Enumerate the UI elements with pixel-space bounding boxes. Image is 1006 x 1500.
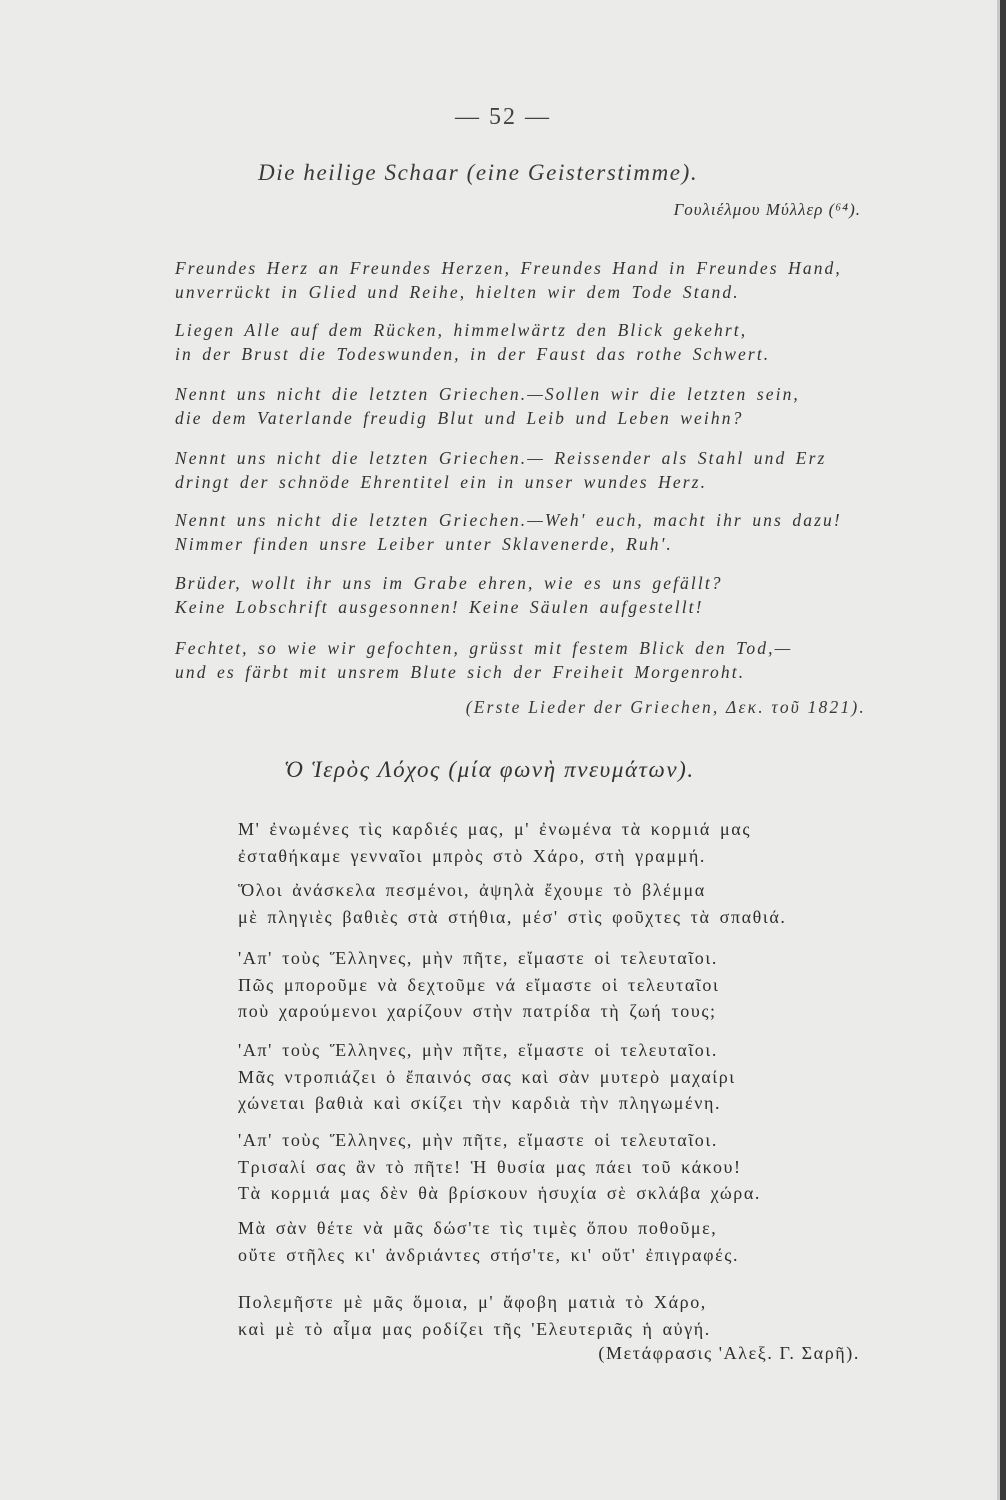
verse-line: ποὺ χαρούμενοι χαρίζουν στὴν πατρίδα τὴ ζωή τους;: [238, 1001, 717, 1021]
translator-note: (Μετάφρασις 'Αλεξ. Γ. Σαρῆ).: [598, 1343, 860, 1363]
verse-line: Keine Lobschrift ausgesonnen! Keine Säulen aufgestellt!: [175, 597, 704, 617]
verse-line: Fechtet, so wie wir gefochten, grüsst mit festem Blick den Tod,—: [175, 638, 793, 658]
german-stanza-3: [175, 382, 800, 430]
german-poem-title: Die heilige Schaar (eine Geisterstimme).: [258, 160, 699, 185]
german-stanza-2: [175, 318, 770, 366]
verse-line: χώνεται βαθιὰ καὶ σκίζει τὴν καρδιὰ τὴν πληγωμένη.: [238, 1093, 722, 1113]
greek-stanza-1: [238, 816, 751, 869]
verse-line: Nennt uns nicht die letzten Griechen.—Weh' euch, macht ihr uns dazu!: [175, 510, 842, 530]
greek-stanza-4: [238, 1037, 736, 1117]
verse-line: Πῶς μποροῦμε νὰ δεχτοῦμε νά εἴμαστε οἱ τελευταῖοι: [238, 974, 720, 995]
greek-stanza-3: [238, 945, 719, 1025]
verse-line: Nennt uns nicht die letzten Griechen.—Sollen wir die letzten sein,: [175, 384, 800, 404]
greek-stanza-7: [238, 1289, 711, 1342]
verse-line: Liegen Alle auf dem Rücken, himmelwärtz den Blick gekehrt,: [175, 320, 748, 340]
verse-line: in der Brust die Todeswunden, in der Faust das rothe Schwert.: [175, 344, 771, 364]
verse-line: Πολεμῆστε μὲ μᾶς ὅμοια, μ' ἄφοβη ματιὰ τὸ Χάρο,: [238, 1292, 707, 1312]
verse-line: Brüder, wollt ihr uns im Grabe ehren, wie es uns gefällt?: [175, 573, 723, 593]
greek-stanza-6: [238, 1215, 739, 1268]
verse-line: und es färbt mit unsrem Blute sich der Freiheit Morgenroht.: [175, 662, 746, 682]
verse-line: die dem Vaterlande freudig Blut und Leib und Leben weihn?: [175, 408, 744, 428]
verse-line: καὶ μὲ τὸ αἷμα μας ροδίζει τῆς 'Ελευτεριᾶς ἡ αὐγή.: [238, 1318, 711, 1339]
german-stanza-5: [175, 508, 842, 556]
verse-line: Μᾶς ντροπιάζει ὁ ἔπαινός σας καὶ σὰν μυτερὸ μαχαίρι: [238, 1066, 736, 1087]
verse-line: μὲ πληγιὲς βαθιὲς στὰ στήθια, μέσ' στὶς φοῦχτες τὰ σπαθιά.: [238, 906, 787, 927]
greek-poem-title: Ὁ Ἱερὸς Λόχος (μία φωνὴ πνευμάτων).: [284, 757, 695, 782]
verse-line: 'Απ' τοὺς Ἕλληνες, μὴν πῆτε, εἴμαστε οἱ τελευταῖοι.: [238, 948, 718, 968]
german-stanza-1: [175, 256, 842, 304]
verse-line: 'Απ' τοὺς Ἕλληνες, μὴν πῆτε, εἴμαστε οἱ τελευταῖοι.: [238, 1040, 718, 1060]
verse-line: 'Απ' τοὺς Ἕλληνες, μὴν πῆτε, εἴμαστε οἱ τελευταῖοι.: [238, 1130, 718, 1150]
german-source-note: (Erste Lieder der Griechen, Δεκ. τοῦ 1821).: [465, 697, 866, 717]
verse-line: οὔτε στῆλες κι' ἀνδριάντες στήσ'τε, κι' οὔτ' ἐπιγραφές.: [238, 1244, 740, 1265]
verse-line: Ὅλοι ἀνάσκελα πεσμένοι, ἀψηλὰ ἔχουμε τὸ βλέμμα: [238, 880, 706, 900]
verse-line: Nimmer finden unsre Leiber unter Sklavenerde, Ruh'.: [175, 534, 673, 554]
verse-line: Μὰ σὰν θέτε νὰ μᾶς δώσ'τε τὶς τιμὲς ὅπου ποθοῦμε,: [238, 1218, 718, 1238]
verse-line: ἐσταθήκαμε γενναῖοι μπρὸς στὸ Χάρο, στὴ γραμμή.: [238, 845, 706, 866]
greek-stanza-2: [238, 877, 786, 930]
german-stanza-7: [175, 636, 792, 684]
page-edge: [1000, 0, 1006, 1500]
greek-stanza-5: [238, 1127, 761, 1207]
verse-line: Μ' ἐνωμένες τὶς καρδιές μας, μ' ἐνωμένα τὰ κορμιά μας: [238, 819, 752, 839]
verse-line: Nennt uns nicht die letzten Griechen.— Reissender als Stahl und Erz: [175, 448, 827, 468]
verse-line: unverrückt in Glied und Reihe, hielten wir dem Tode Stand.: [175, 282, 740, 302]
german-stanza-6: [175, 571, 723, 619]
verse-line: Τὰ κορμιά μας δὲν θὰ βρίσκουν ἡσυχία σὲ σκλάβα χώρα.: [238, 1183, 761, 1203]
verse-line: Τρισαλί σας ἂν τὸ πῆτε! Ἡ θυσία μας πάει τοῦ κάκου!: [238, 1156, 742, 1177]
poem-author: Γουλιέλμου Μύλλερ (⁶⁴).: [673, 200, 861, 219]
german-stanza-4: [175, 446, 826, 494]
page-number: — 52 —: [455, 104, 551, 130]
verse-line: Freundes Herz an Freundes Herzen, Freundes Hand in Freundes Hand,: [175, 258, 842, 278]
verse-line: dringt der schnöde Ehrentitel ein in unser wundes Herz.: [175, 472, 708, 492]
